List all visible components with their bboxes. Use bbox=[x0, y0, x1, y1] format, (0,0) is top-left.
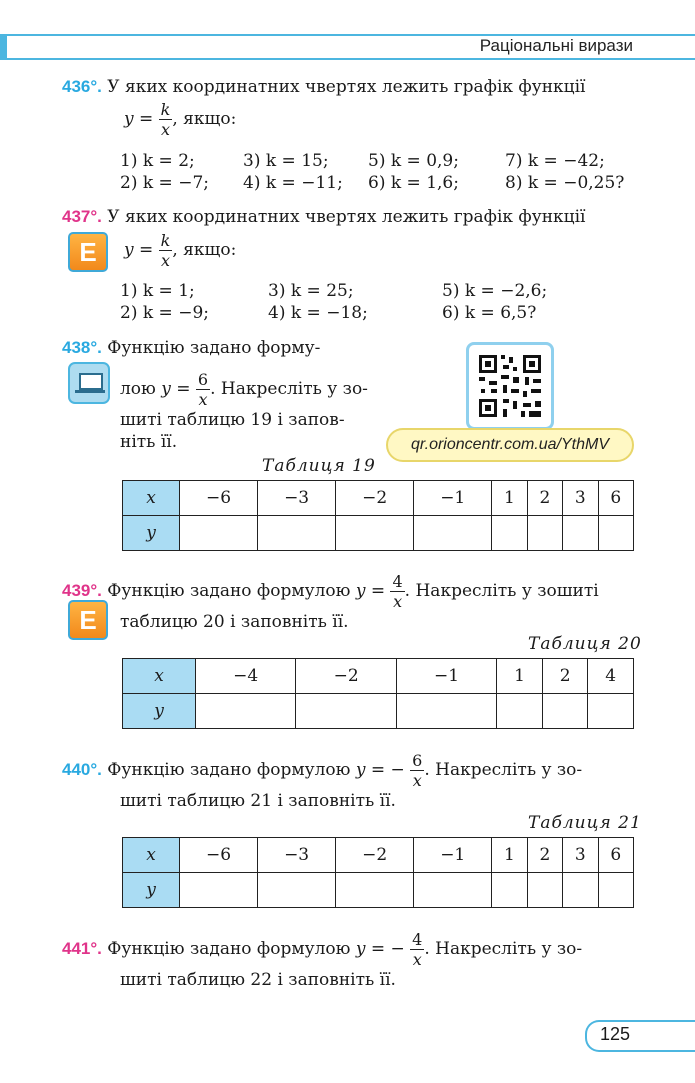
fraction bbox=[159, 100, 173, 139]
empty-cell bbox=[258, 516, 336, 551]
table-cell: −3 bbox=[258, 481, 336, 516]
problem-439-line2: таблицю 20 і заповніть її. bbox=[120, 612, 349, 632]
table-caption: Таблиця 21 bbox=[528, 813, 642, 833]
option: 5) k = −2,6; bbox=[442, 281, 548, 301]
table-cell: −1 bbox=[396, 659, 496, 694]
option: 4) k = −18; bbox=[268, 303, 368, 323]
empty-cell bbox=[180, 873, 258, 908]
option: 3) k = 25; bbox=[268, 281, 354, 301]
table-cell: 6 bbox=[598, 838, 633, 873]
problem-437 bbox=[62, 206, 586, 228]
equals: = bbox=[370, 581, 386, 601]
empty-cell bbox=[492, 873, 527, 908]
option: 3) k = 15; bbox=[243, 151, 329, 171]
empty-cell bbox=[492, 516, 527, 551]
header-cell: y bbox=[123, 694, 196, 729]
option: 2) k = −9; bbox=[120, 303, 209, 323]
option: 6) k = 6,5? bbox=[442, 303, 537, 323]
equals: = bbox=[139, 240, 154, 260]
equals-minus: = − bbox=[370, 760, 405, 780]
numerator: 6 bbox=[412, 751, 423, 770]
problem-438-line2 bbox=[120, 370, 368, 409]
formula-436 bbox=[124, 100, 236, 139]
table-cell: −2 bbox=[296, 659, 396, 694]
empty-cell bbox=[336, 516, 414, 551]
fraction bbox=[410, 751, 424, 790]
empty-cell bbox=[542, 694, 588, 729]
table-cell: −1 bbox=[414, 838, 492, 873]
header-cell: x bbox=[123, 838, 180, 873]
formula-suffix: , якщо: bbox=[172, 109, 237, 129]
problem-number: 440°. bbox=[62, 760, 102, 779]
problem-number: 439°. bbox=[62, 581, 102, 600]
qr-link[interactable]: qr.orioncentr.com.ua/YthMV bbox=[386, 428, 634, 462]
table-cell: 3 bbox=[563, 481, 598, 516]
formula-suffix: , якщо: bbox=[172, 240, 237, 260]
problem-438 bbox=[62, 337, 320, 359]
numerator: 4 bbox=[412, 930, 423, 949]
table-cell: 2 bbox=[542, 659, 588, 694]
table-row bbox=[123, 873, 634, 908]
numerator: 4 bbox=[392, 572, 403, 591]
problem-text: Функцію задано формулою bbox=[107, 760, 351, 780]
option: 7) k = −42; bbox=[505, 151, 605, 171]
option: 5) k = 0,9; bbox=[368, 151, 459, 171]
table-cell: 3 bbox=[563, 838, 598, 873]
text: . Накресліть у зо- bbox=[210, 379, 368, 399]
table-cell: −2 bbox=[336, 838, 414, 873]
option: 1) k = 1; bbox=[120, 281, 195, 301]
table-row bbox=[123, 516, 634, 551]
problem-440 bbox=[62, 751, 582, 790]
table-row bbox=[123, 694, 634, 729]
table-cell: 6 bbox=[598, 481, 633, 516]
denominator: x bbox=[412, 771, 422, 790]
numerator: k bbox=[160, 100, 171, 119]
table-cell: −2 bbox=[336, 481, 414, 516]
numerator: k bbox=[160, 231, 171, 250]
problem-number: 437°. bbox=[62, 207, 102, 226]
table-row bbox=[123, 838, 634, 873]
table-cell: −6 bbox=[180, 481, 258, 516]
fraction bbox=[390, 572, 404, 611]
empty-cell bbox=[598, 873, 633, 908]
qr-code-icon[interactable] bbox=[466, 342, 554, 430]
table-row bbox=[123, 659, 634, 694]
option: 6) k = 1,6; bbox=[368, 173, 459, 193]
table-cell: −3 bbox=[258, 838, 336, 873]
empty-cell bbox=[296, 694, 396, 729]
fraction bbox=[196, 370, 210, 409]
problem-text: Функцію задано формулою bbox=[107, 939, 351, 959]
var-y: y bbox=[355, 939, 366, 959]
table-cell: 2 bbox=[527, 838, 562, 873]
fraction bbox=[410, 930, 424, 969]
table-caption: Таблиця 19 bbox=[262, 456, 376, 476]
fraction bbox=[159, 231, 173, 270]
empty-cell bbox=[497, 694, 543, 729]
equals: = bbox=[176, 379, 191, 399]
empty-cell bbox=[258, 873, 336, 908]
equals-minus: = − bbox=[370, 939, 405, 959]
table-cell: 1 bbox=[492, 838, 527, 873]
problem-440-line2: шиті таблицю 21 і заповніть її. bbox=[120, 791, 396, 811]
problem-text: У яких координатних чвертях лежить графік функції bbox=[107, 77, 586, 97]
denominator: x bbox=[161, 120, 171, 139]
qr-code-graphic bbox=[469, 345, 551, 427]
problem-text: . Накресліть у зошиті bbox=[404, 581, 599, 601]
empty-cell bbox=[588, 694, 634, 729]
denominator: x bbox=[412, 950, 422, 969]
header-cell: y bbox=[123, 873, 180, 908]
denominator: x bbox=[161, 251, 171, 270]
empty-cell bbox=[396, 694, 496, 729]
problem-text: Функцію задано формулою bbox=[107, 581, 351, 601]
var-y: y bbox=[355, 581, 366, 601]
equals: = bbox=[139, 109, 154, 129]
table-cell: 1 bbox=[497, 659, 543, 694]
empty-cell bbox=[180, 516, 258, 551]
problem-text: Функцію задано форму- bbox=[107, 338, 321, 358]
problem-438-line3: шиті таблицю 19 і запов- bbox=[120, 410, 345, 430]
table-caption: Таблиця 20 bbox=[528, 634, 642, 654]
empty-cell bbox=[414, 516, 492, 551]
e-resource-icon[interactable]: E bbox=[68, 600, 108, 640]
table-cell: −6 bbox=[180, 838, 258, 873]
table-cell: 1 bbox=[492, 481, 527, 516]
text: лою bbox=[120, 379, 156, 399]
empty-cell bbox=[196, 694, 296, 729]
table-cell: −4 bbox=[196, 659, 296, 694]
option: 8) k = −0,25? bbox=[505, 173, 625, 193]
problem-text: . Накресліть у зо- bbox=[424, 760, 583, 780]
numerator: 6 bbox=[197, 370, 209, 389]
problem-number: 438°. bbox=[62, 338, 102, 357]
page-number: 125 bbox=[600, 1024, 631, 1044]
option: 4) k = −11; bbox=[243, 173, 343, 193]
table-cell: −1 bbox=[414, 481, 492, 516]
option: 2) k = −7; bbox=[120, 173, 209, 193]
var-y: y bbox=[355, 760, 366, 780]
table-cell: 2 bbox=[527, 481, 562, 516]
option: 1) k = 2; bbox=[120, 151, 195, 171]
problem-438-line4: ніть її. bbox=[120, 432, 178, 452]
table-21 bbox=[122, 837, 634, 908]
laptop-icon[interactable] bbox=[68, 362, 110, 404]
var-y: y bbox=[124, 240, 134, 260]
header-cell: x bbox=[123, 659, 196, 694]
empty-cell bbox=[527, 873, 562, 908]
problem-439 bbox=[62, 572, 599, 611]
denominator: x bbox=[393, 592, 403, 611]
empty-cell bbox=[563, 873, 598, 908]
problem-text: . Накресліть у зо- bbox=[424, 939, 583, 959]
var-y: y bbox=[161, 379, 171, 399]
empty-cell bbox=[336, 873, 414, 908]
problem-number: 441°. bbox=[62, 939, 102, 958]
problem-text: У яких координатних чвертях лежить графік функції bbox=[107, 207, 586, 227]
e-resource-icon[interactable]: E bbox=[68, 232, 108, 272]
problem-441-line2: шиті таблицю 22 і заповніть її. bbox=[120, 970, 396, 990]
problem-number: 436°. bbox=[62, 77, 102, 96]
empty-cell bbox=[527, 516, 562, 551]
var-y: y bbox=[124, 109, 134, 129]
header-cell: x bbox=[123, 481, 180, 516]
problem-441 bbox=[62, 930, 582, 969]
empty-cell bbox=[414, 873, 492, 908]
formula-437 bbox=[124, 231, 236, 270]
table-20 bbox=[122, 658, 634, 729]
empty-cell bbox=[598, 516, 633, 551]
header-cell: y bbox=[123, 516, 180, 551]
header-accent bbox=[0, 34, 7, 60]
table-19 bbox=[122, 480, 634, 551]
problem-436 bbox=[62, 76, 586, 98]
empty-cell bbox=[563, 516, 598, 551]
table-cell: 4 bbox=[588, 659, 634, 694]
denominator: x bbox=[198, 390, 208, 409]
table-row bbox=[123, 481, 634, 516]
section-title: Раціональні вирази bbox=[479, 36, 633, 55]
